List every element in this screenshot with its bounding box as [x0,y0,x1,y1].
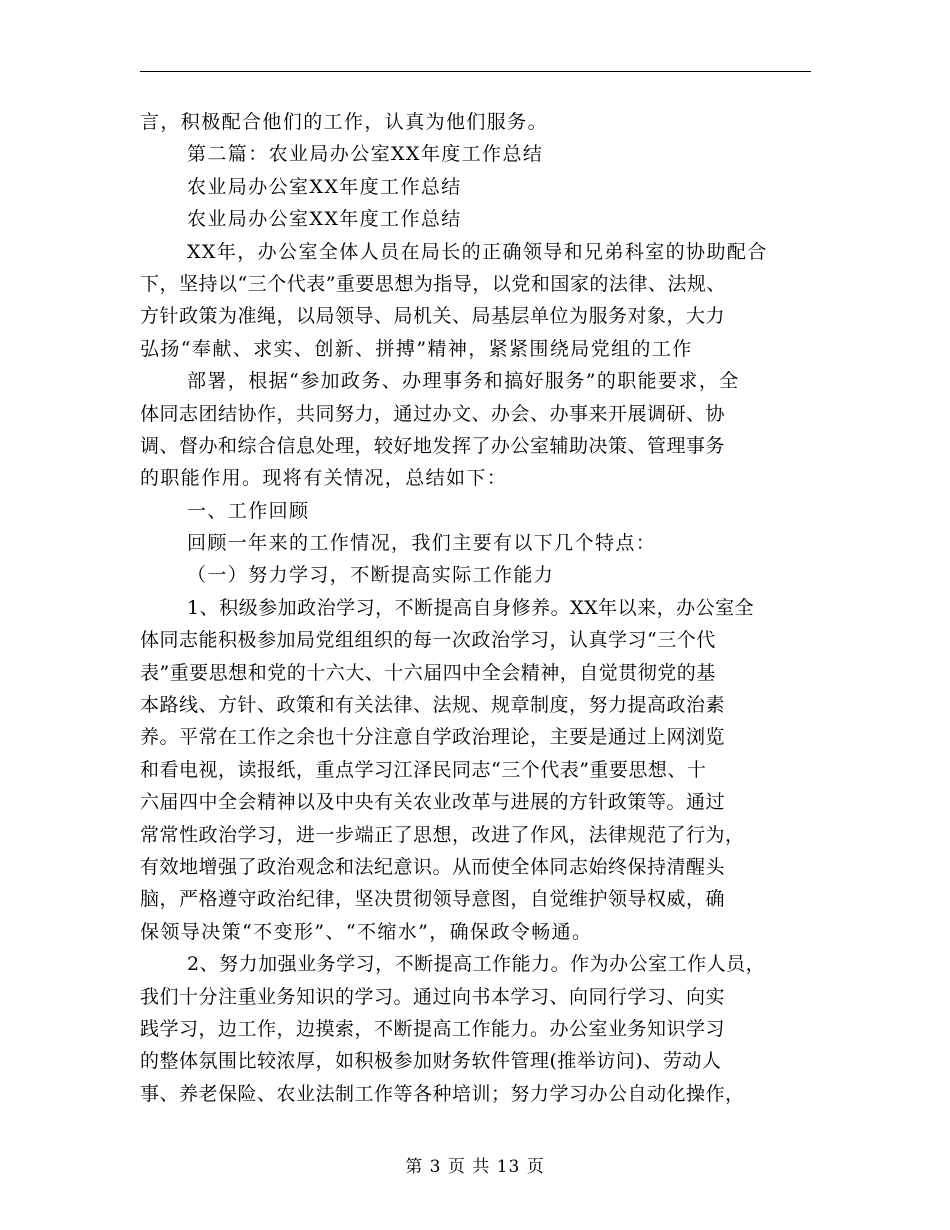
text-line: 体同志团结协作，共同努力，通过办文、办会、办事来开展调研、协 [140,402,726,425]
text-line: 表”重要思想和党的十六大、十六届四中全会精神，自觉贯彻党的基 [140,661,716,684]
text-line: 我们十分注重业务知识的学习。通过向书本学习、向同行学习、向实 [140,985,726,1008]
text-line: 方针政策为准绳，以局领导、局机关、局基层单位为服务对象，大力 [140,305,726,328]
text-line: XX年，办公室全体人员在局长的正确领导和兄弟科室的协助配合 [187,240,768,263]
text-line: 保领导决策“不变形”、“不缩水”，确保政令畅通。 [140,920,593,943]
text-line: 本路线、方针、政策和有关法律、法规、规章制度，努力提高政治素 [140,694,726,717]
text-line: 和看电视，读报纸，重点学习江泽民同志“三个代表”重要思想、十 [140,758,707,781]
text-line: 体同志能积极参加局党组组织的每一次政治学习，认真学习“三个代 [140,629,716,652]
text-line: 农业局办公室XX年度工作总结 [187,208,462,231]
page-number-footer: 第 3 页 共 13 页 [405,1157,545,1177]
text-line: 常常性政治学习，进一步端正了思想，改进了作风，法律规范了行为， [140,823,745,846]
text-line: 一、工作回顾 [187,499,310,522]
text-line: 1、积级参加政治学习，不断提高自身修养。XX年以来，办公室全 [187,596,755,619]
text-line: 农业局办公室XX年度工作总结 [187,175,462,198]
text-line: 脑，严格遵守政治纪律，坚决贯彻领导意图，自觉维护领导权威，确 [140,888,726,911]
text-line: 言，积极配合他们的工作，认真为他们服务。 [140,111,549,133]
text-line: 养。平常在工作之余也十分注意自学政治理论，主要是通过上网浏览 [140,726,726,749]
text-line: 的整体氛围比较浓厚，如积极参加财务软件管理(推举访问)、劳动人 [140,1050,722,1073]
text-line: 践学习，边工作，边摸索，不断提高工作能力。办公室业务知识学习 [140,1017,726,1040]
text-line: 调、督办和综合信息处理，较好地发挥了办公室辅助决策、管理事务 [140,434,726,457]
text-line: 的职能作用。现将有关情况，总结如下： [140,467,508,490]
text-line: 有效地增强了政治观念和法纪意识。从而使全体同志始终保持清醒头 [140,855,726,878]
text-line: （一）努力学习，不断提高实际工作能力 [187,564,555,587]
text-line: 下，坚持以“三个代表”重要思想为指导，以党和国家的法律、法规、 [140,272,726,295]
text-line: 弘扬“奉献、求实、创新、拼搏”精神，紧紧围绕局党组的工作 [140,337,693,360]
text-line: 2、努力加强业务学习，不断提高工作能力。作为办公室工作人员， [187,953,766,976]
text-line: 第二篇：农业局办公室XX年度工作总结 [187,143,544,166]
document-body [140,106,820,1110]
text-line: 部署，根据“参加政务、办理事务和搞好服务”的职能要求，全 [187,370,740,393]
text-line: 事、养老保险、农业法制工作等各种培训；努力学习办公自动化操作， [140,1082,745,1105]
text-line: 六届四中全会精神以及中央有关农业改革与进展的方针政策等。通过 [140,791,726,814]
text-line: 回顾一年来的工作情况，我们主要有以下几个特点： [187,532,657,555]
header-rule [140,71,811,72]
